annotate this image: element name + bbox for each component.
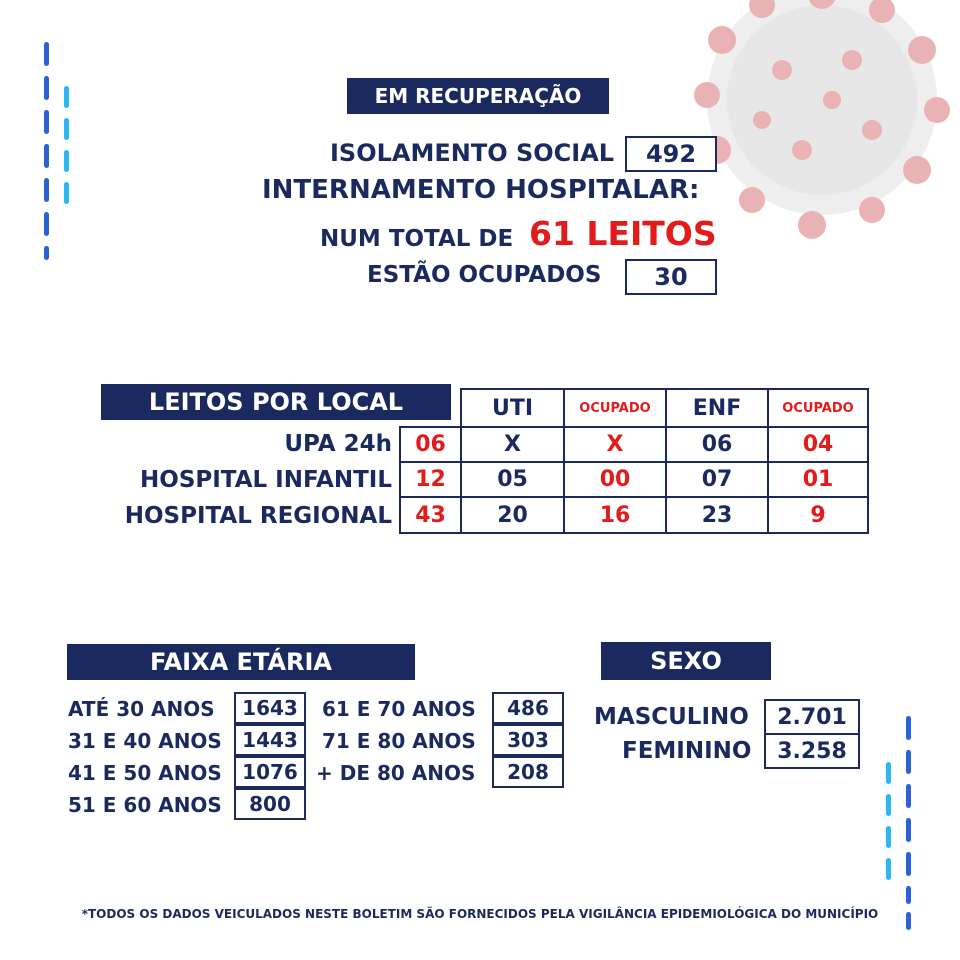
- row-label-infantil: HOSPITAL INFANTIL: [140, 467, 392, 493]
- age-value: 1076: [234, 756, 306, 788]
- age-value: 303: [492, 724, 564, 756]
- age-value: 208: [492, 756, 564, 788]
- age-value: 486: [492, 692, 564, 724]
- cell-uti: 20: [460, 496, 565, 534]
- isolation-label: ISOLAMENTO SOCIAL: [330, 139, 615, 167]
- header-enf: ENF: [665, 388, 769, 428]
- cell-enf: 07: [665, 461, 769, 498]
- isolation-value: 492: [625, 136, 717, 172]
- age-value: 1443: [234, 724, 306, 756]
- recovery-banner: EM RECUPERAÇÃO: [347, 78, 609, 114]
- beds-banner: LEITOS POR LOCAL: [101, 384, 451, 420]
- cell-uti-occupied: 00: [563, 461, 667, 498]
- cell-enf: 23: [665, 496, 769, 534]
- age-label: 41 E 50 ANOS: [68, 761, 222, 785]
- sex-banner: SEXO: [601, 642, 771, 680]
- age-label: 61 E 70 ANOS: [322, 697, 476, 721]
- total-beds-prefix: NUM TOTAL DE: [320, 226, 514, 252]
- age-banner: FAIXA ETÁRIA: [67, 644, 415, 680]
- age-label: + DE 80 ANOS: [316, 761, 476, 785]
- header-uti-occupied: OCUPADO: [563, 388, 667, 428]
- male-value: 2.701: [764, 699, 860, 735]
- cell-total: 43: [399, 496, 462, 534]
- cell-uti-occupied: 16: [563, 496, 667, 534]
- age-label: 51 E 60 ANOS: [68, 793, 222, 817]
- cell-uti: 05: [460, 461, 565, 498]
- age-value: 800: [234, 788, 306, 820]
- occupied-label: ESTÃO OCUPADOS: [367, 262, 602, 288]
- total-beds-value: 61 LEITOS: [529, 214, 717, 253]
- cell-enf-occupied: 04: [767, 426, 869, 463]
- cell-enf: 06: [665, 426, 769, 463]
- occupied-value: 30: [625, 259, 717, 295]
- female-value: 3.258: [764, 733, 860, 769]
- cell-enf-occupied: 01: [767, 461, 869, 498]
- cell-uti-occupied: X: [563, 426, 667, 463]
- cell-uti: X: [460, 426, 565, 463]
- female-label: FEMININO: [622, 738, 752, 764]
- cell-total: 12: [399, 461, 462, 498]
- header-uti: UTI: [460, 388, 565, 428]
- row-label-regional: HOSPITAL REGIONAL: [124, 503, 392, 529]
- age-value: 1643: [234, 692, 306, 724]
- cell-enf-occupied: 9: [767, 496, 869, 534]
- cell-total: 06: [399, 426, 462, 463]
- age-label: 31 E 40 ANOS: [68, 729, 222, 753]
- male-label: MASCULINO: [594, 704, 749, 730]
- age-label: ATÉ 30 ANOS: [68, 697, 215, 721]
- header-enf-occupied: OCUPADO: [767, 388, 869, 428]
- row-label-upa: UPA 24h: [284, 431, 392, 457]
- age-label: 71 E 80 ANOS: [322, 729, 476, 753]
- hospital-label: INTERNAMENTO HOSPITALAR:: [262, 175, 700, 205]
- footer-note: *TODOS OS DADOS VEICULADOS NESTE BOLETIM SÃO FORNECIDOS PELA VIGILÂNCIA EPIDEMIOLÓGICA DO MUNICÍPIO: [81, 907, 879, 921]
